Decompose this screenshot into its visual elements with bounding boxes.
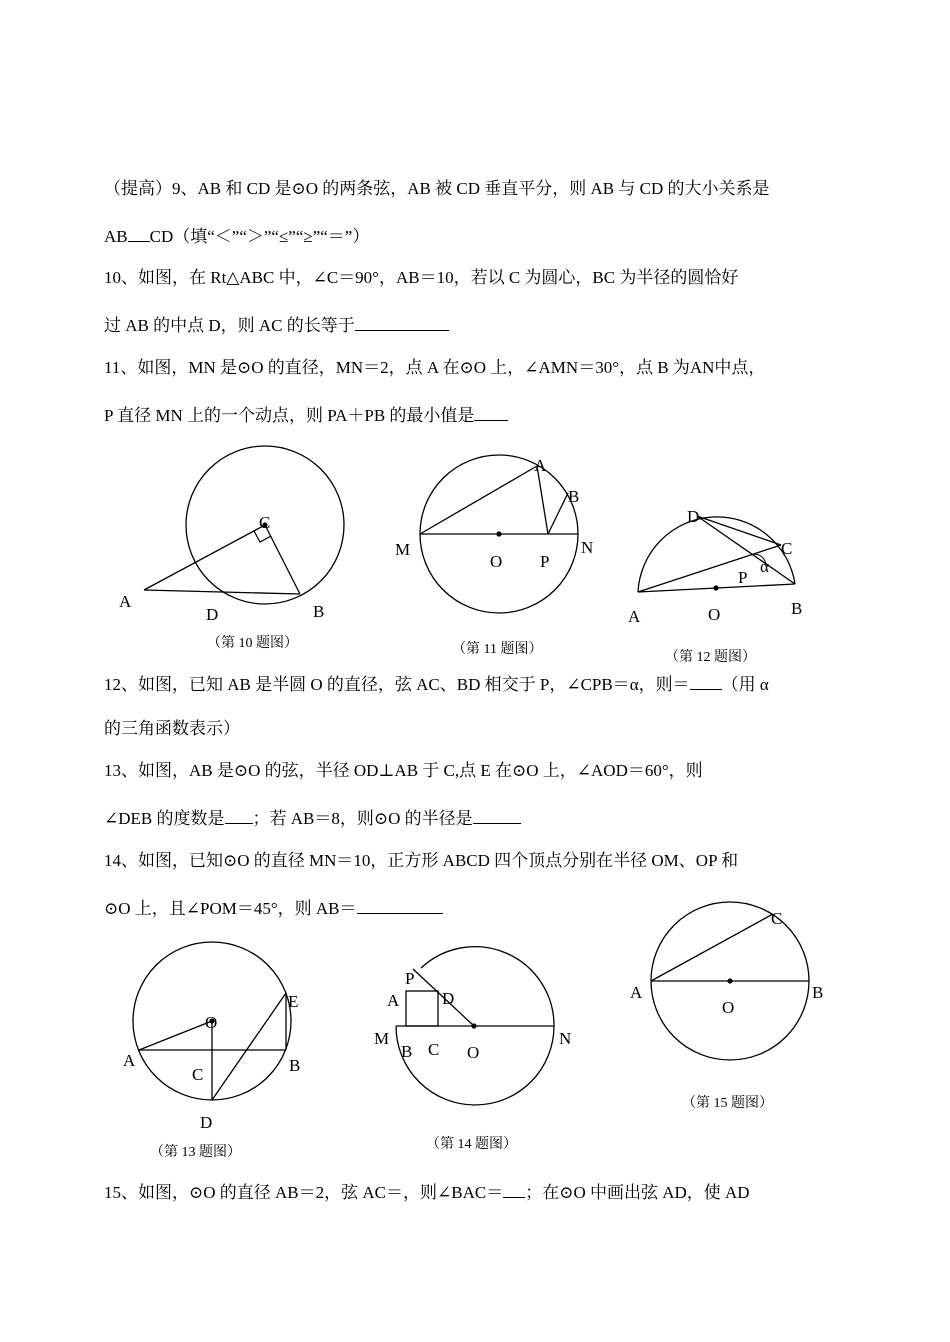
q12-line2: 的三角函数表示） (104, 719, 240, 738)
fig15-caption: （第 15 题图） (682, 1096, 773, 1111)
fig13-radius-oa (139, 1021, 212, 1050)
fig11-caption: （第 11 题图） (452, 642, 543, 657)
fig10-label-a: A (119, 592, 132, 611)
fig14-label-p: P (405, 969, 415, 988)
q11-line1: 11、如图，MN 是⊙O 的直径，MN＝2，点 A 在⊙O 上，∠AMN＝30°，点 B 为AN中点， (104, 358, 766, 377)
fig12-label-c: C (781, 539, 793, 558)
fig11-label-p: P (540, 552, 550, 571)
q9-cd-hint: CD（填“＜”“＞”“≤”“≥”“＝”） (149, 227, 370, 246)
q10-line1: 10、如图，在 Rt△ABC 中，∠C＝90°，AB＝10，若以 C 为圆心，BC 为半径的圆恰好 (104, 268, 739, 287)
fig12-label-alpha: α (760, 557, 769, 576)
fig14-label-a: A (387, 991, 400, 1010)
fig14-label-m: M (374, 1029, 390, 1048)
q9-line1: （提高）9、AB 和 CD 是⊙O 的两条弦，AB 被 CD 垂直平分，则 AB 与 CD 的大小关系是 (104, 179, 770, 198)
fig13-caption: （第 13 题图） (150, 1145, 241, 1160)
q14-line1: 14、如图，已知⊙O 的直径 MN＝10，正方形 ABCD 四个顶点分别在半径 OM、OP 和 (104, 851, 739, 870)
q14-text: ⊙O 上，且∠POM＝45°，则 AB＝ (104, 899, 357, 918)
q12-text: 12、如图，已知 AB 是半圆 O 的直径，弦 AC、BD 相交于 P，∠CPB＝α，则＝ (104, 675, 690, 694)
figure-15 (630, 902, 823, 1111)
q15-text-b: ；在⊙O 中画出弦 AD，使 AD (525, 1183, 750, 1202)
fig13-label-c: C (192, 1065, 204, 1084)
fig12-label-o: O (708, 605, 721, 624)
q15-line1 (104, 1180, 750, 1204)
fig13-label-b: B (289, 1056, 301, 1075)
fig14-label-b: B (401, 1042, 413, 1061)
q10-text: 过 AB 的中点 D，则 AC 的长等于 (104, 316, 355, 335)
q9-ab: AB (104, 227, 128, 246)
fig14-label-n: N (559, 1029, 572, 1048)
fig11-label-o: O (490, 552, 503, 571)
fig13-label-e: E (288, 992, 299, 1011)
q11-text: P 直径 MN 上的一个动点，则 PA＋PB 的最小值是 (104, 406, 475, 425)
fig11-label-n: N (581, 538, 594, 557)
fig10-label-c: C (259, 513, 271, 532)
fig10-label-d: D (206, 605, 219, 624)
fig14-caption: （第 14 题图） (426, 1137, 517, 1152)
fig15-center-dot (727, 978, 732, 983)
fig11-label-m: M (395, 540, 411, 559)
fig12-caption: （第 12 题图） (665, 650, 756, 665)
fig13-segment-de (212, 993, 286, 1100)
q13-text-a: ∠DEB 的度数是 (104, 809, 225, 828)
fig12-label-b: B (791, 599, 803, 618)
q12-hint: （用 α (721, 675, 769, 694)
fig13-label-o: O (205, 1013, 218, 1032)
q13-text-b: ；若 AB＝8，则⊙O 的半径是 (252, 809, 473, 828)
fig11-label-b: B (568, 487, 580, 506)
figure-13 (123, 942, 300, 1160)
fig14-label-d: D (442, 989, 455, 1008)
fig11-label-a: A (534, 456, 547, 475)
fig15-label-o: O (722, 998, 735, 1017)
fig10-label-b: B (313, 602, 325, 621)
fig14-square-abcd (406, 991, 438, 1026)
fig12-label-a: A (628, 607, 641, 626)
fig13-label-a: A (123, 1051, 136, 1070)
fig15-label-a: A (630, 983, 643, 1002)
fig12-label-d: D (687, 507, 700, 526)
fig15-label-c: C (771, 909, 783, 928)
fig14-label-o: O (467, 1043, 480, 1062)
fig12-label-p: P (738, 568, 748, 587)
q15-text-a: 15、如图，⊙O 的直径 AB＝2，弦 AC＝，则∠BAC＝ (104, 1183, 504, 1202)
fig14-center-dot (471, 1023, 476, 1028)
figure-14 (374, 947, 571, 1152)
q13-line1: 13、如图，AB 是⊙O 的弦，半径 OD⊥AB 于 C,点 E 在⊙O 上，∠AOD＝60°，则 (104, 761, 703, 780)
fig15-label-b: B (812, 983, 824, 1002)
fig13-label-d: D (200, 1113, 213, 1132)
fig15-chord-ac (651, 914, 773, 981)
q15-answer-blank[interactable] (503, 1180, 525, 1198)
fig10-caption: （第 10 题图） (207, 636, 298, 651)
fig14-label-c: C (428, 1040, 440, 1059)
